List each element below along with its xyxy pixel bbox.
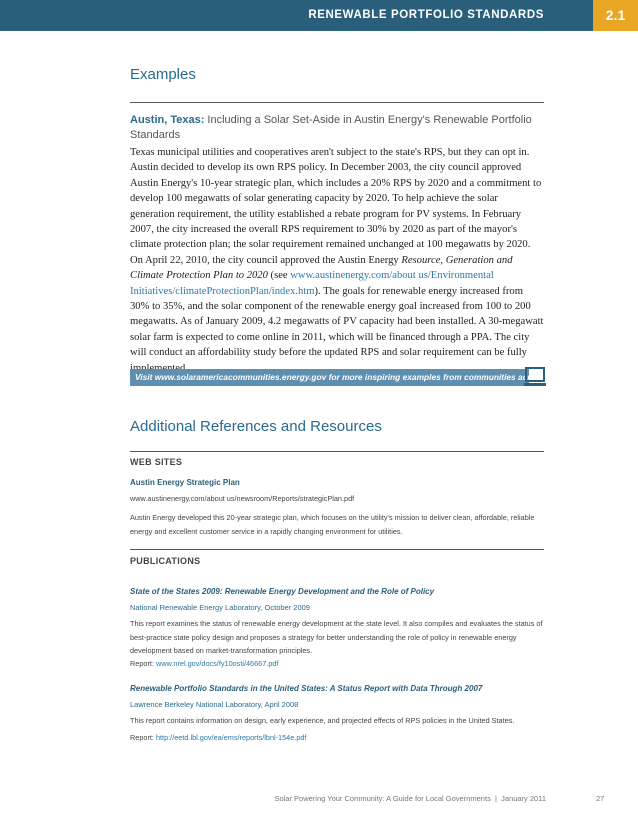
section-number-tab: 2.1 xyxy=(593,0,638,31)
examples-divider xyxy=(130,102,544,103)
website-link[interactable]: www.austinenergy.com/about us/newsroom/Reports/strategicPlan.pdf xyxy=(130,494,355,503)
example-subheading xyxy=(130,113,540,143)
report-label: Report: xyxy=(130,659,156,668)
body-text-3: ). The goals for renewable energy increased from 30% to 35%, and the solar component of the renewable energy goal increased from 100 to 200 megawatts. As of January 2009, 4.2 megawatts of PV capacity had been installed. A 30-megawatt solar farm is expected to come online in 2011, which will be financed through a PPA. The city will conduct an affordability study before the updated RPS and solar requirement can be fully xyxy=(130,285,544,359)
website-description: Austin Energy developed this 20-year strategic plan, which focuses on the utility's mission to deliver clean, affordable, reliable energy and excellent customer service in a rapidly changing environment for utilities. xyxy=(130,513,535,536)
footer-text: Solar Powering Your Community: A Guide for Local Governments | January 2011 xyxy=(274,794,546,803)
communities-banner-link[interactable]: Visit www.solaramericacommunities.energy.gov for more inspiring examples from communities across the United States. xyxy=(130,369,529,386)
publications-divider xyxy=(130,549,544,550)
report-link-1[interactable]: www.nrel.gov/docs/fy10osti/46667.pdf xyxy=(155,659,279,668)
climate-plan-link[interactable]: www.austinenergy.com/about us/Environmental Initiatives/climateProtectionPlan/index.htm xyxy=(130,270,494,297)
report-link-2[interactable]: http://eetd.lbl.gov/ea/ems/reports/lbnl-154e.pdf xyxy=(155,733,307,742)
examples-heading: Examples xyxy=(130,66,196,83)
publication-report-1 xyxy=(130,657,544,671)
header-bar xyxy=(0,0,638,31)
publication-description-1: This report examines the status of renewable energy development at the state level. It also compiles and evaluates the status of best-practice state policy design and proposes a strategy for better understanding the role of policy in renewable energy development based on market-transformation principles. xyxy=(130,619,543,655)
page-number: 27 xyxy=(596,794,605,803)
publication-source-2: Lawrence Berkeley National Laboratory, April 2008 xyxy=(130,700,299,709)
publications-label: PUBLICATIONS xyxy=(130,556,201,566)
websites-label: WEB SITES xyxy=(130,457,183,467)
publication-source-1: National Renewable Energy Laboratory, October 2009 xyxy=(130,603,310,612)
publication-report-2 xyxy=(130,731,544,745)
header-title: RENEWABLE PORTFOLIO STANDARDS xyxy=(308,9,544,21)
publication-title-2: Renewable Portfolio Standards in the United States: A Status Report with Data Through 2007 xyxy=(130,684,483,693)
body-text-2: (see xyxy=(267,270,291,282)
computer-icon xyxy=(524,367,546,387)
example-title: Including a Solar Set-Aside in Austin Energy's Renewable Portfolio Standards xyxy=(130,114,532,141)
publication-description-2: This report contains information on design, early experience, and projected effects of RPS policies in the United States. xyxy=(130,716,515,725)
publication-title-1: State of the States 2009: Renewable Energy Development and the Role of Policy xyxy=(130,587,435,596)
report-label: Report: xyxy=(130,733,156,742)
website-title: Austin Energy Strategic Plan xyxy=(130,478,240,487)
example-body xyxy=(130,145,544,376)
references-heading: Additional References and Resources xyxy=(130,418,382,435)
body-text-1: Texas municipal utilities and cooperatives aren't subject to the state's RPS, but they can opt in. Austin decided to develop its own RPS policy. In December 2003, the city council approved Austin Energy's 10-year strategic plan, which includes a 20% RPS by 2020 and a commitment to develop 100 megawatts of solar generating capacity by 2020. To help achieve the solar generation requirement, the utility established a rebate program for PV systems. In February 2007, the city increased the overall RPS requirement to 30% by 2020 as part of the mayor's climate protection plan; the solar requirement remained unchanged at 100 megawatts by 2020. On April 22, 2010, the city council approved the Austin Energy xyxy=(130,147,542,266)
example-location: Austin, Texas: xyxy=(130,114,205,126)
references-divider xyxy=(130,451,544,452)
plan-title: Resource, Generation and Climate Protection Plan to 2020 xyxy=(130,254,513,282)
